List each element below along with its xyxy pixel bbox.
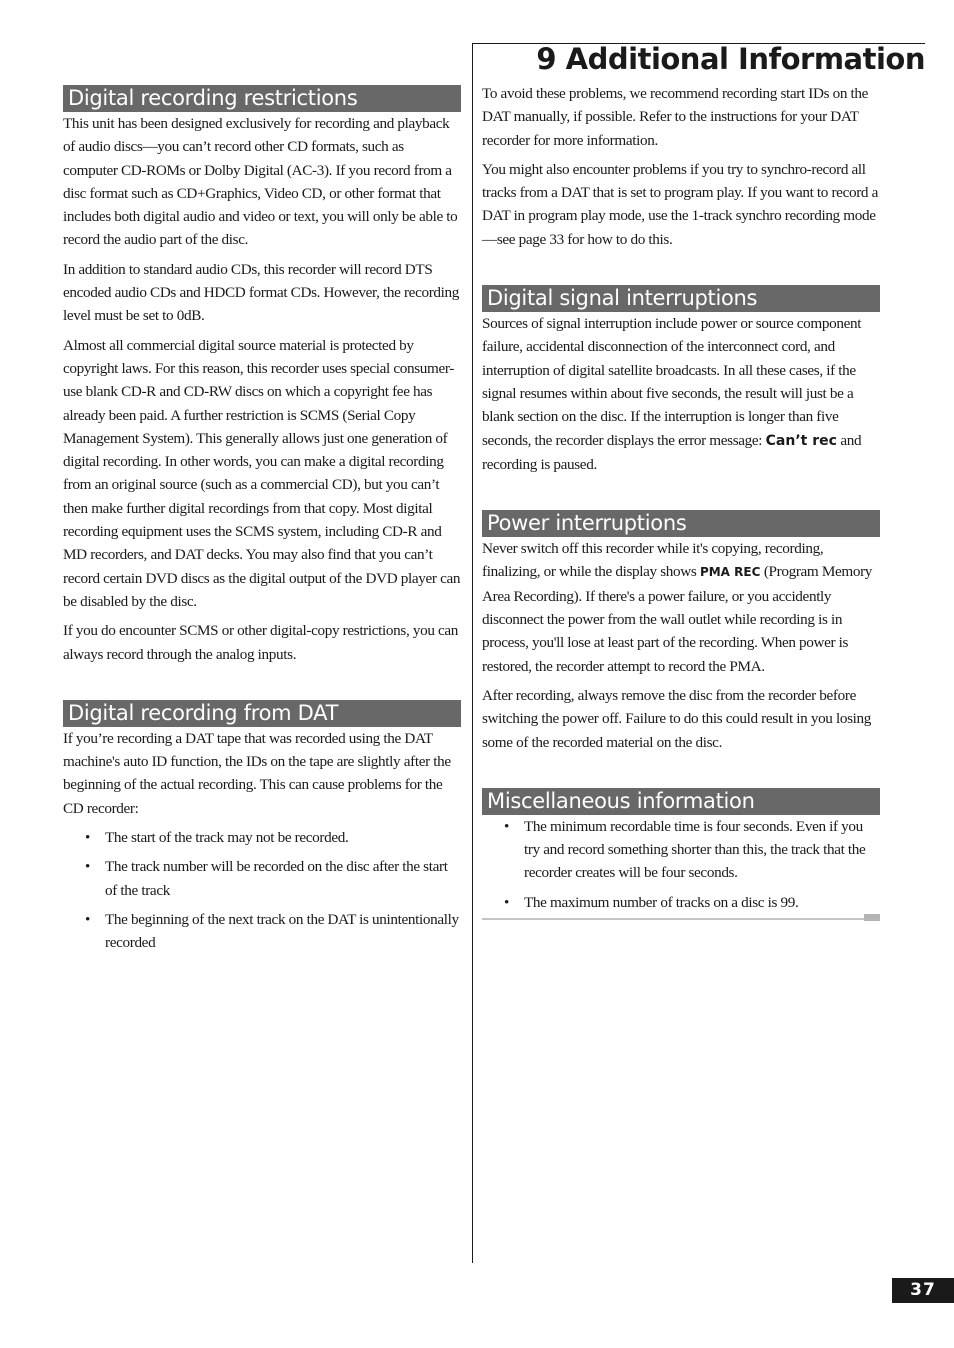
- page-number: 37: [892, 1278, 954, 1303]
- section-miscellaneous-information: [482, 788, 880, 914]
- paragraph: [482, 312, 880, 476]
- section-heading: Miscellaneous information: [482, 788, 880, 815]
- left-column: [63, 85, 461, 961]
- paragraph: You might also encounter problems if you try to synchro-record all tracks from a DAT that is set to program play. If you want to record a DAT in program play mode, use the 1-track synchro recording mode—see page 33 for how to do this.: [482, 160, 878, 248]
- paragraph: If you’re recording a DAT tape that was recorded using the DAT machine's auto ID function, the IDs on the tape are slightly after the beginning of the actual recording. This can cause problems for the CD recorder:: [63, 729, 451, 817]
- list-item: • The minimum recordable time is four seconds. Even if you try and record something shorter than this, the track that the recorder creates will be four seconds.: [482, 815, 880, 885]
- paragraph: If you do encounter SCMS or other digital-copy restrictions, you can always record through the analog inputs.: [63, 622, 459, 663]
- display-message: PMA REC: [699, 565, 761, 580]
- section-dat-continued: [482, 82, 880, 251]
- end-of-section-rule: [482, 918, 864, 920]
- paragraph: Almost all commercial digital source material is protected by copyright laws. For this reason, this recorder uses special consumer-use blank CD-R and CD-RW discs on which a copyright fee has already been paid. A further restriction is SCMS (Serial Copy Management System). This generally allows just one generation of digital recording. In other words, you can make a digital recording from an original source (such as a commercial CD), but you can’t then make further digital recordings from that copy. Most digital recording equipment uses the SCMS system, including CD-R and MD recorders, and DAT decks. You may also find that you can’t record certain DVD discs as the digital output of the DVD player can be disabled by the disc.: [63, 336, 461, 610]
- list-item: • The beginning of the next track on the DAT is unintentionally recorded: [63, 908, 461, 955]
- list-item: • The maximum number of tracks on a disc is 99.: [482, 891, 880, 914]
- section-heading: Digital signal interruptions: [482, 285, 880, 312]
- list-item: • The start of the track may not be recorded.: [63, 826, 461, 849]
- section-digital-recording-from-dat: [63, 700, 461, 955]
- text-run: (Program Memory Area Recording). If there's a power failure, or you accidently disconnect the power from the wall outlet while recording is in process, you'll lose at least part of the recording. When power is restored, the recorder attempt to record the PMA.: [482, 563, 873, 675]
- paragraph: In addition to standard audio CDs, this recorder will record DTS encoded audio CDs and HDCD format CDs. However, the recording level must be set to 0dB.: [63, 260, 460, 325]
- chapter-title: 9 Additional Information: [536, 42, 925, 76]
- bullet-list: [63, 826, 461, 954]
- text-run: Never switch off this recorder while it's copying, recording, finalizing, or while the display shows: [482, 540, 824, 581]
- display-message: Can’t rec: [765, 432, 837, 449]
- section-heading: Digital recording restrictions: [63, 85, 461, 112]
- column-divider: [472, 44, 473, 1263]
- end-of-section-marker: [864, 914, 880, 921]
- paragraph: This unit has been designed exclusively for recording and playback of audio discs—you can’t record other CD formats, such as computer CD-ROMs or Dolby Digital (AC-3). If you record from a disc format such as CD+Graphics, Video CD, or other format that includes both digital audio and video or text, you will only be able to record the audio part of the disc.: [63, 115, 458, 249]
- bullet-list: [482, 815, 880, 914]
- text-run: Sources of signal interruption include power or source component failure, accidental disconnection of the interconnect cord, and interruption of digital satellite broadcasts. In all these cases, if the signal resumes within about five seconds, the result will just be a blank section on the disc. If the interruption is longer than five seconds, the recorder displays the error message:: [482, 315, 862, 449]
- text-run: and recording is paused.: [482, 431, 862, 473]
- section-digital-recording-restrictions: [63, 85, 461, 666]
- section-power-interruptions: [482, 510, 880, 754]
- paragraph: After recording, always remove the disc from the recorder before switching the power off. Failure to do this could result in you losing some of the recorded material on the disc.: [482, 686, 872, 751]
- section-heading: Power interruptions: [482, 510, 880, 537]
- paragraph: [482, 537, 880, 678]
- list-item: • The track number will be recorded on the disc after the start of the track: [63, 855, 461, 902]
- right-column: [482, 82, 880, 920]
- section-heading: Digital recording from DAT: [63, 700, 461, 727]
- paragraph: To avoid these problems, we recommend recording start IDs on the DAT manually, if possible. Refer to the instructions for your DAT recorder for more information.: [482, 85, 869, 149]
- section-digital-signal-interruptions: [482, 285, 880, 476]
